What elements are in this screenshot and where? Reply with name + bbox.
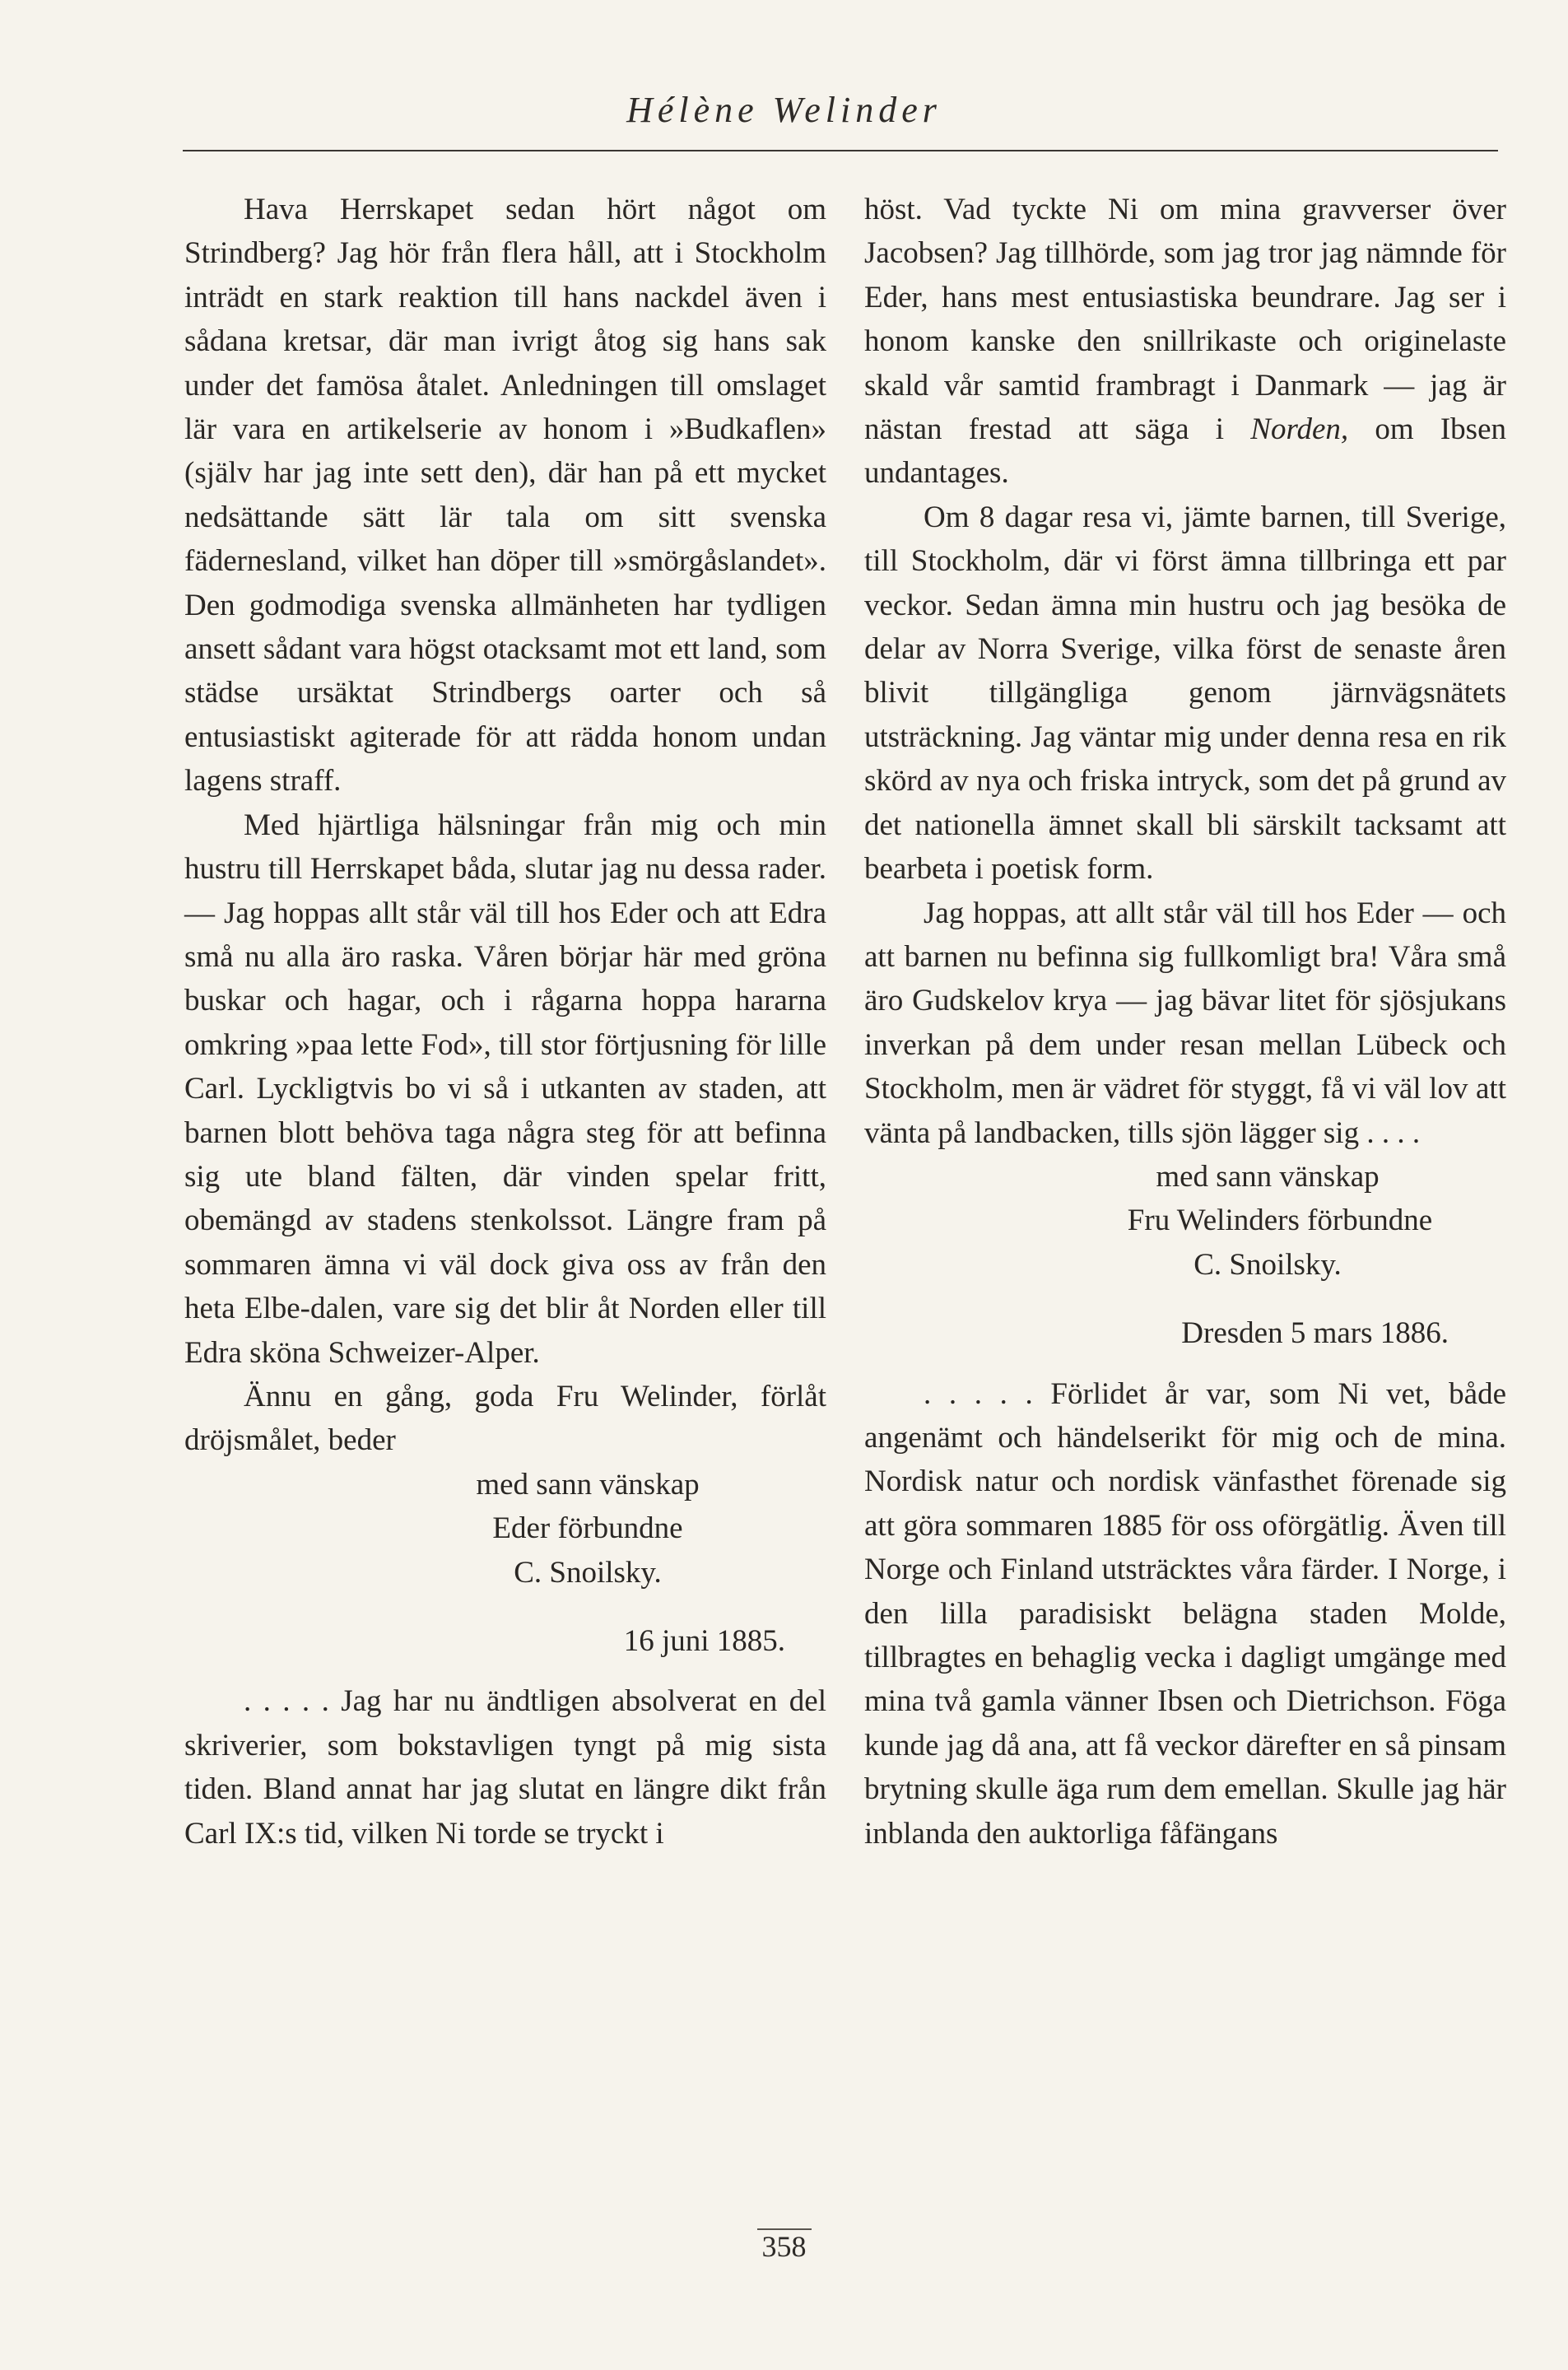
paragraph: . . . . . Förlidet år var, som Ni vet, både angenämt och händelserikt för mig och de mina. Nordisk natur och nordisk vänfasthet förenade sig att göra sommaren 1885 för oss oförgätlig. Även till Norge och Finland utsträcktes våra färder. I Norge, i den lilla paradisiskt belägna staden Molde, tillbragtes en behaglig vecka i dagligt umgänge med mina två gamla vänner Ibsen och Dietrichson. Föga kunde jag då ana, att få veckor därefter en så pinsam brytning skulle äga rum dem emellan. Skulle jag här inblanda den auktorliga fåfängans xyxy=(864,1376,1506,1851)
paragraph: Hava Herrskapet sedan hört något om Strindberg? Jag hör från flera håll, att i Stockholm inträdt en stark reaktion till hans nackdel även i sådana kretsar, där man ivrigt åtog sig hans sak under det famösa åtalet. Anledningen till omslaget lär vara en artikelserie av honom i »Budkaflen» (själv har jag inte sett den), där han på ett mycket nedsättande sätt lär tala om sitt svenska fädernesland, vilket han döper till »smörgåslandet». Den godmodiga svenska allmänheten har tydligen ansett sådant vara högst otacksamt mot ett land, som städse ursäktat Strindbergs oarter och så entusiastiskt agiterade för att rädda honom undan lagens straff. xyxy=(184,193,826,799)
paragraph-text: om Ibsen undantages. xyxy=(864,412,1506,491)
paragraph: Ännu en gång, goda Fru Welinder, förlåt dröjsmålet, beder xyxy=(184,1379,826,1458)
paragraph xyxy=(864,188,1506,496)
running-title: Hélène Welinder xyxy=(626,90,942,130)
left-column xyxy=(184,188,826,1855)
header-rule xyxy=(183,150,1498,151)
signature: C. Snoilsky. xyxy=(514,1555,662,1590)
letter-date: Dresden 5 mars 1886. xyxy=(1181,1316,1449,1351)
paragraph-text: höst. Vad tyckte Ni om mina gravverser över Jacobsen? Jag tillhörde, som jag tror jag nämnde för Eder, hans mest entusiastiska beundrare. Jag ser i honom kanske den snillrikaste och originelaste skald vår samtid frambragt i Danmark — jag är nästan frestad att säga i xyxy=(864,193,1506,447)
closing-line: med sann vänskap xyxy=(1156,1159,1380,1194)
paragraph: Med hjärtliga hälsningar från mig och min hustru till Herrskapet båda, slutar jag nu dessa rader. — Jag hoppas allt står väl till hos Eder och att Edra små nu alla äro raska. Våren börjar här med gröna buskar och hagar, och i rågarna hoppa hararna omkring »paa lette Fod», till stor förtjusning för lille Carl. Lyckligtvis bo vi så i utkanten av staden, att barnen blott behöva taga några steg för att befinna sig ute bland fälten, där vinden spelar fritt, obemängd av stadens stenkolssot. Längre fram på sommaren ämna vi väl dock giva oss av från den heta Elbe-dalen, vare sig det blir åt Norden eller till Edra sköna Schweizer-Alper. xyxy=(184,808,826,1370)
closing-line: Fru Welinders förbundne xyxy=(1127,1204,1433,1238)
paragraph: . . . . . Jag har nu ändtligen absolverat en del skriverier, som bokstavligen tyngt på mig sista tiden. Bland annat har jag slutat en längre dikt från Carl IX:s tid, vilken Ni torde se tryckt i xyxy=(184,1684,826,1851)
signature: C. Snoilsky. xyxy=(1193,1247,1342,1282)
paragraph: Om 8 dagar resa vi, jämte barnen, till Sverige, till Stockholm, där vi först ämna tillbringa ett par veckor. Sedan ämna min hustru och jag besöka de delar av Norra Sverige, vilka först de senaste åren blivit tillgängliga genom järnvägsnätets utsträckning. Jag väntar mig under denna resa en rik skörd av nya och friska intryck, som det på grund av det nationella ämnet skall bli särskilt tacksamt att bearbeta i poetisk form. xyxy=(864,500,1506,887)
closing-line: Eder förbundne xyxy=(492,1511,683,1546)
letter-date: 16 juni 1885. xyxy=(623,1624,785,1658)
page-number-text: 358 xyxy=(757,2228,812,2263)
right-column xyxy=(864,188,1506,1855)
italic-title: Norden, xyxy=(1250,412,1349,447)
closing-line: med sann vänskap xyxy=(476,1467,700,1502)
paragraph: Jag hoppas, att allt står väl till hos Eder — och att barnen nu befinna sig fullkomligt bra! Våra små äro Gudskelov krya — jag bävar litet för sjösjukans inverkan på dem under resan mellan Lübeck och Stockholm, men är vädret för styggt, få vi väl lov att vänta på landbacken, tills sjön lägger sig . . . . xyxy=(864,896,1506,1150)
page-number xyxy=(0,2229,1568,2264)
